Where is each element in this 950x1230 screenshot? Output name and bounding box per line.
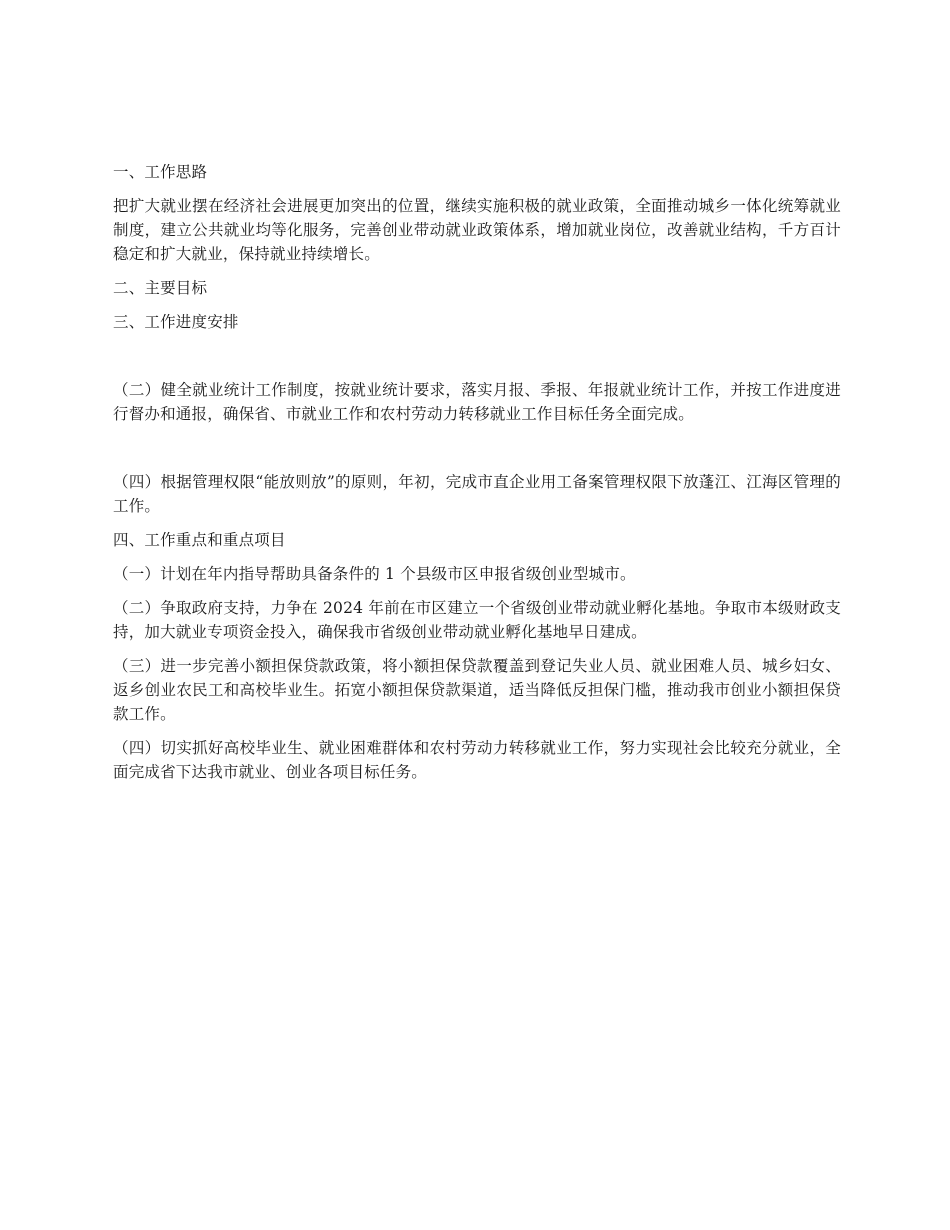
section-1-body: 把扩大就业摆在经济社会进展更加突出的位置，继续实施积极的就业政策，全面推动城乡一体化统筹就业制度，建立公共就业均等化服务，完善创业带动就业政策体系，增加就业岗位，改善就业结构，千方百计稳定和扩大就业，保持就业持续增长。 (113, 197, 841, 263)
section-4-item-3: （三）进一步完善小额担保贷款政策，将小额担保贷款覆盖到登记失业人员、就业困难人员、城乡妇女、返乡创业农民工和高校毕业生。拓宽小额担保贷款渠道，适当降低反担保门槛，推动我市创业小额担保贷款工作。 (113, 657, 841, 723)
section-3-item-4: （四）根据管理权限“能放则放”的原则，年初，完成市直企业用工备案管理权限下放蓬江、江海区管理的工作。 (113, 473, 841, 515)
section-4-item-4: （四）切实抓好高校毕业生、就业困难群体和农村劳动力转移就业工作，努力实现社会比较充分就业，全面完成省下达我市就业、创业各项目标任务。 (113, 739, 841, 781)
section-4-heading: 四、工作重点和重点项目 (113, 531, 286, 549)
document-page (113, 160, 841, 794)
section-2-heading: 二、主要目标 (113, 279, 208, 297)
section-4-item-1: （一）计划在年内指导帮助具备条件的 1 个县级市区申报省级创业型城市。 (113, 565, 636, 583)
blank-gap (113, 344, 841, 378)
section-1-heading: 一、工作思路 (113, 163, 208, 181)
section-3-item-2: （二）健全就业统计工作制度，按就业统计要求，落实月报、季报、年报就业统计工作，并按工作进度进行督办和通报，确保省、市就业工作和农村劳动力转移就业工作目标任务全面完成。 (113, 381, 841, 423)
section-4-item-2: （二）争取政府支持，力争在 2024 年前在市区建立一个省级创业带动就业孵化基地。争取市本级财政支持，加大就业专项资金投入，确保我市省级创业带动就业孵化基地早日建成。 (113, 599, 841, 641)
section-3-heading: 三、工作进度安排 (113, 313, 239, 331)
blank-gap (113, 436, 841, 470)
